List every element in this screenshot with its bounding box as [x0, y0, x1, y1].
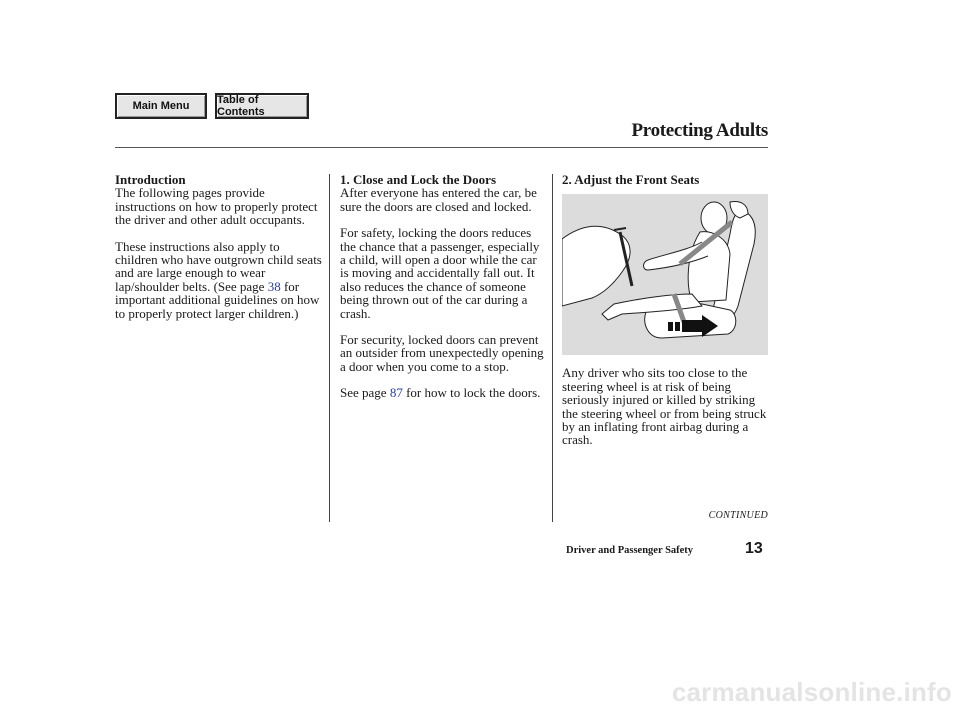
- page-title: Protecting Adults: [631, 120, 768, 141]
- watermark: carmanualsonline.info: [671, 677, 952, 707]
- doors-paragraph: For safety, locking the doors reduces the chance that a passenger, especially a child, will open a door while the car is moving and accidentally fall out. It also reduces the chance of someone being thrown out of the car during a crash.: [340, 225, 540, 321]
- section-footer: Driver and Passenger Safety: [566, 545, 694, 556]
- introduction-paragraph: [115, 240, 325, 320]
- driver-seat-adjust-illustration-icon: [562, 194, 768, 355]
- close-lock-doors-column: [340, 173, 548, 413]
- introduction-paragraph: The following pages provide instructions on how to properly protect the driver and other adult occupants.: [115, 185, 318, 228]
- seats-paragraph: Any driver who sits too close to the steering wheel is at risk of being seriously injured or killed by striking the steering wheel or from being struck by an inflating front airbag during a crash.: [562, 365, 767, 448]
- adjust-front-seats-column: [562, 173, 768, 460]
- close-lock-doors-heading: 1. Close and Lock the Doors: [340, 172, 497, 187]
- main-menu-button[interactable]: Main Menu: [115, 93, 207, 119]
- column-divider: [329, 174, 330, 522]
- page-number: 13: [745, 540, 763, 557]
- paragraph-text: for important additional guidelines on how to properly protect larger children.): [115, 278, 320, 321]
- driver-seat-illustration: [562, 194, 768, 355]
- title-divider: [115, 147, 768, 148]
- doors-paragraph: For security, locked doors can prevent an outsider from unexpectedly opening a door when you come to a stop.: [340, 332, 544, 374]
- column-divider: [552, 174, 553, 522]
- introduction-heading: Introduction: [115, 172, 186, 187]
- paragraph-text: See page: [340, 385, 390, 401]
- doors-paragraph: After everyone has entered the car, be sure the doors are closed and locked.: [340, 185, 537, 214]
- continued-label: CONTINUED: [708, 510, 768, 521]
- doors-paragraph: [340, 386, 548, 399]
- page-38-link[interactable]: 38: [267, 278, 281, 294]
- paragraph-text: for how to lock the doors.: [402, 385, 541, 401]
- page-87-link[interactable]: 87: [389, 385, 403, 401]
- adjust-front-seats-heading: 2. Adjust the Front Seats: [562, 172, 700, 187]
- paragraph-text: These instructions also apply to children who have outgrown child seats and are large enough to wear lap/shoulder belts. (See page: [115, 238, 322, 294]
- table-of-contents-button[interactable]: Table of Contents: [215, 93, 309, 119]
- introduction-column: [115, 173, 325, 333]
